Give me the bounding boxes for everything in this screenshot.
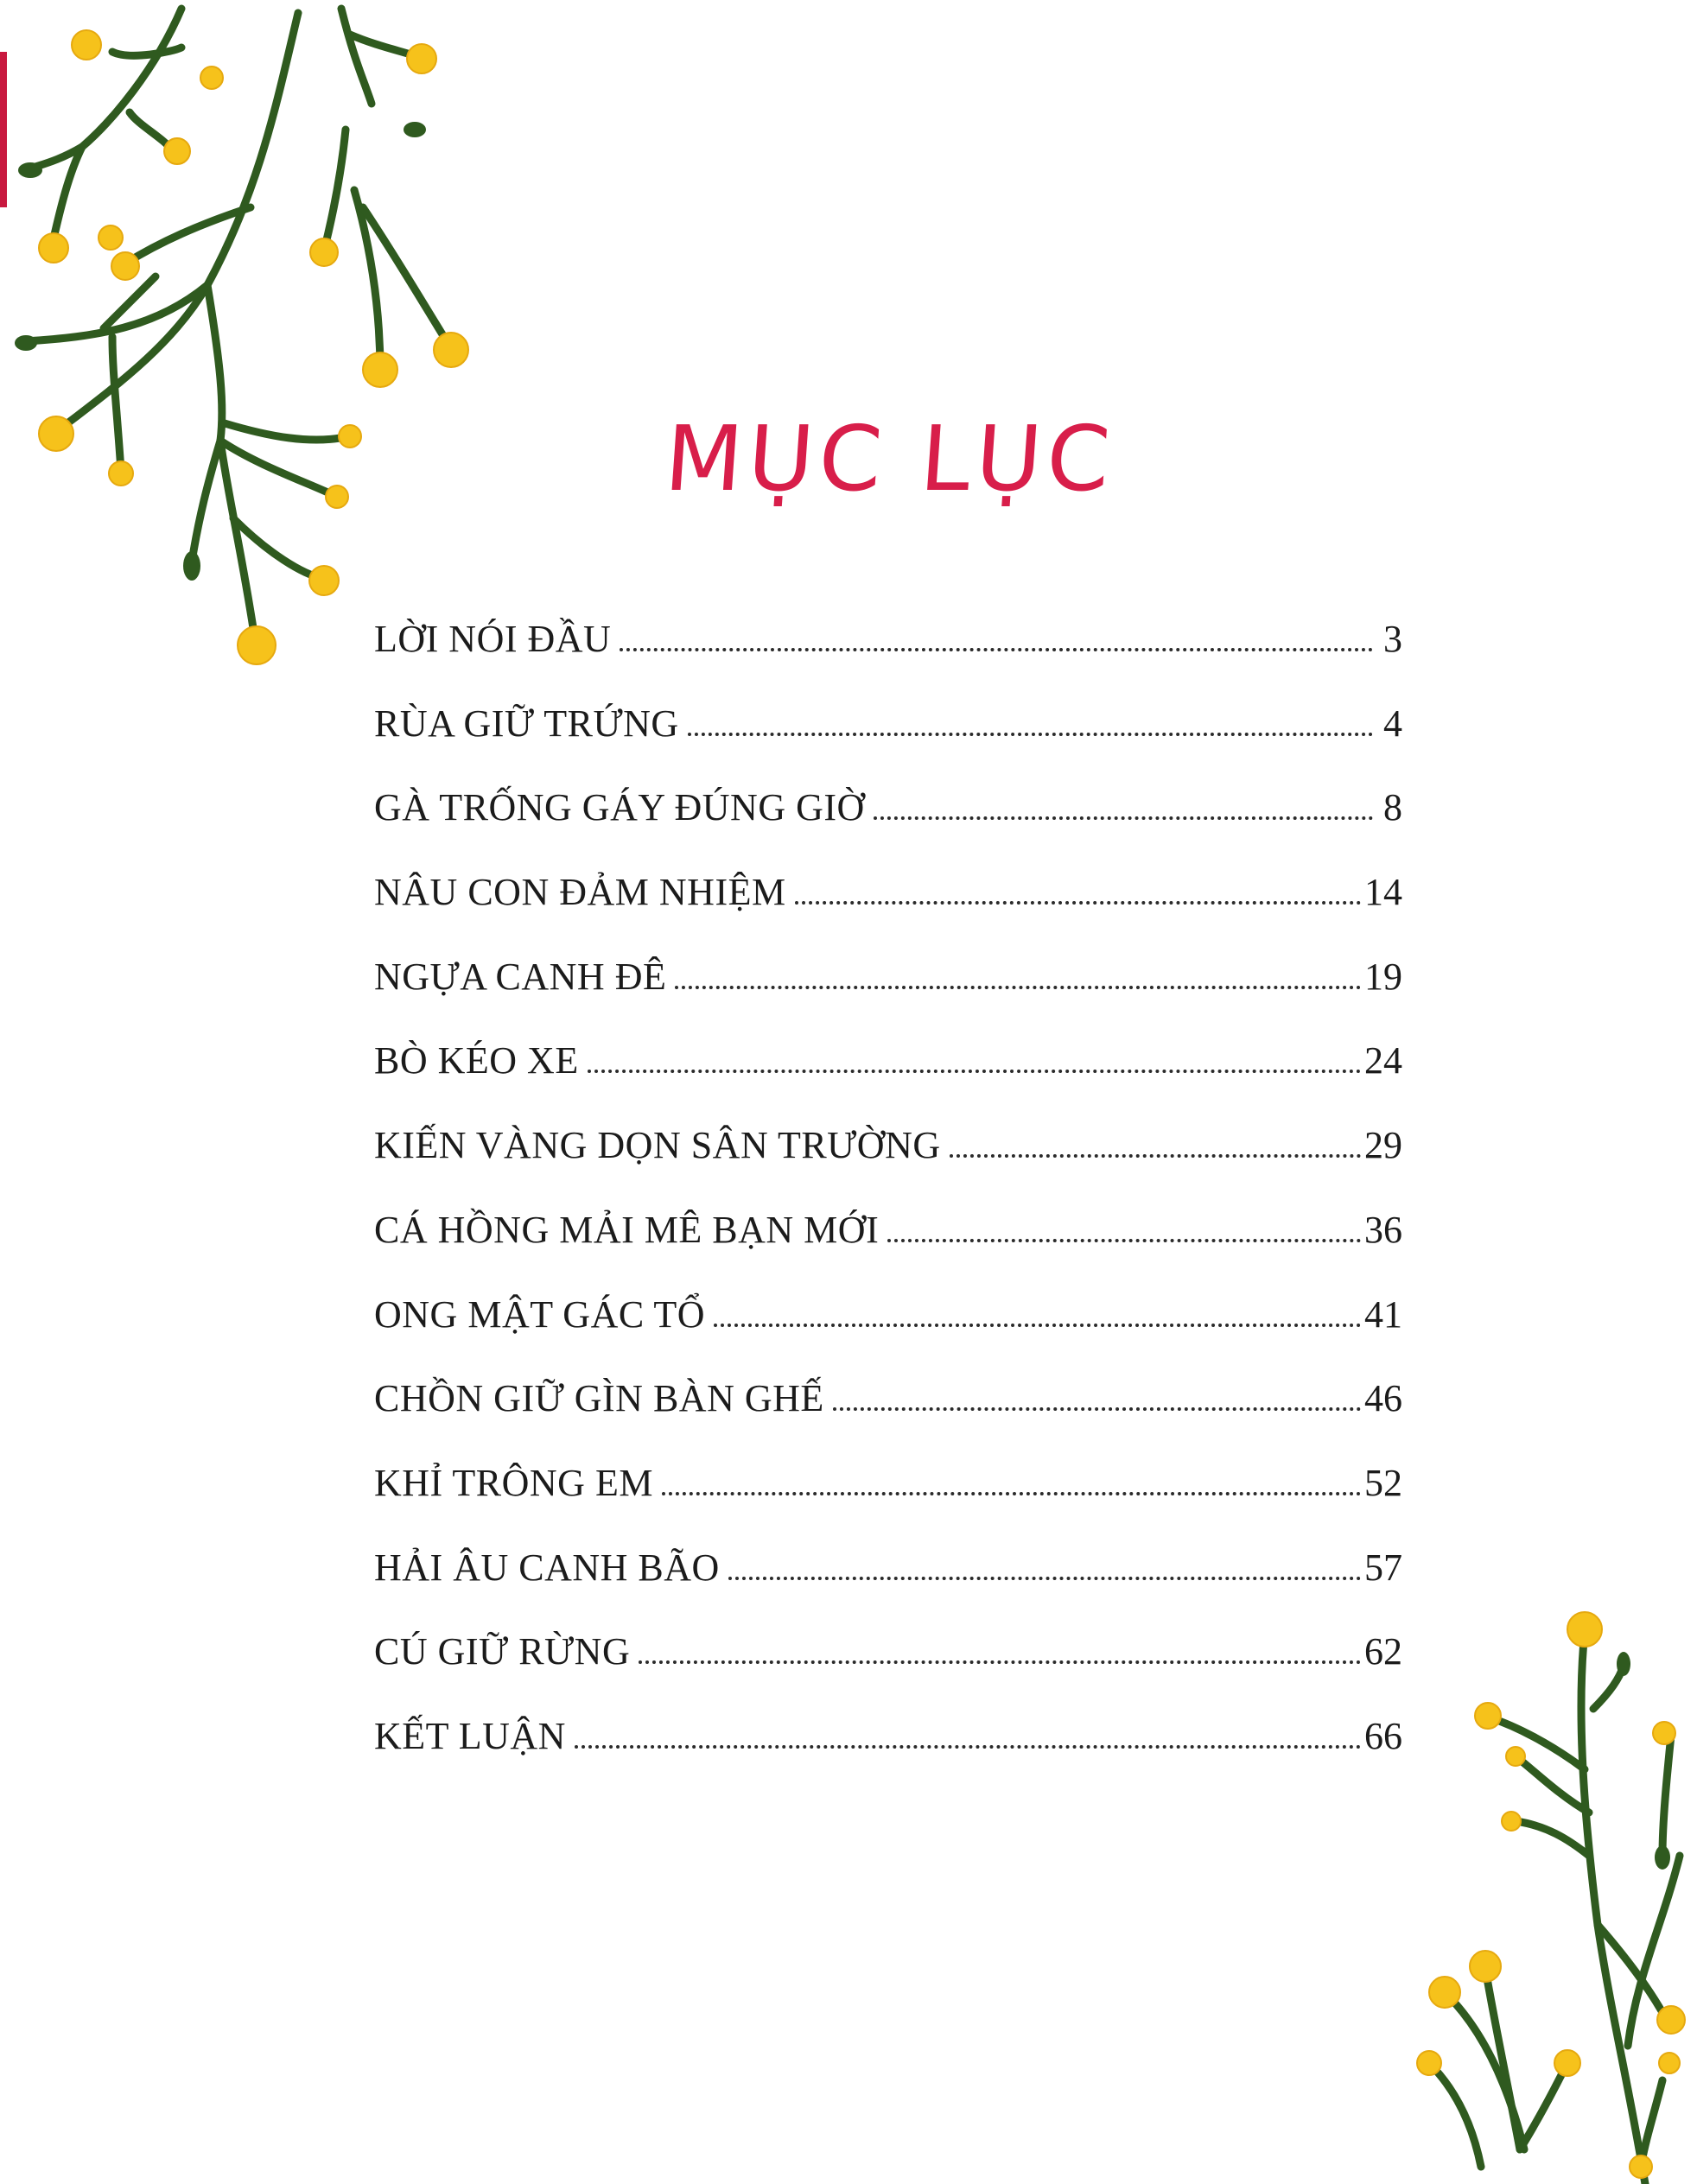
dot-leader (728, 1577, 1361, 1580)
toc-entry (374, 1292, 1402, 1381)
toc-entry-title: ONG MẬT GÁC TỔ (374, 1292, 706, 1336)
toc-entry-page-number: 24 (1364, 1039, 1402, 1082)
toc-entry (374, 786, 1402, 873)
toc-entry-title: NÂU CON ĐẢM NHIỆM (374, 871, 786, 914)
toc-entry-title: KIẾN VÀNG DỌN SÂN TRƯỜNG (374, 1124, 941, 1167)
toc-entry (374, 620, 1402, 705)
toc-entry-title: KẾT LUẬN (374, 1714, 566, 1757)
toc-entry (374, 1461, 1402, 1549)
dot-leader (688, 733, 1373, 736)
toc-entry (374, 1377, 1402, 1464)
toc-entry (374, 1208, 1402, 1296)
dot-leader (575, 1745, 1361, 1749)
table-of-contents (374, 620, 1402, 1802)
toc-entry-page-number: 62 (1364, 1630, 1402, 1673)
dot-leader (950, 1154, 1361, 1158)
toc-entry-page-number: 36 (1364, 1208, 1402, 1251)
toc-entry (374, 702, 1402, 790)
toc-entry-page-number: 14 (1364, 871, 1402, 914)
dot-leader (662, 1492, 1361, 1495)
toc-entry-page-number: 57 (1364, 1546, 1402, 1589)
toc-entry-title: RÙA GIỮ TRỨNG (374, 702, 679, 745)
dot-leader (833, 1407, 1361, 1411)
toc-entry-page-number: 4 (1383, 702, 1402, 745)
toc-entry (374, 1714, 1402, 1802)
toc-entry-title: NGỰA CANH ĐÊ (374, 955, 667, 998)
toc-entry (374, 1630, 1402, 1717)
dot-leader (620, 648, 1373, 651)
toc-entry-title: BÒ KÉO XE (374, 1039, 579, 1082)
toc-entry (374, 873, 1402, 958)
toc-entry-title: LỜI NÓI ĐẦU (374, 618, 612, 660)
toc-entry-title: GÀ TRỐNG GÁY ĐÚNG GIỜ (374, 786, 865, 829)
toc-entry-page-number: 8 (1383, 786, 1402, 829)
toc-entry-title: HẢI ÂU CANH BÃO (374, 1546, 720, 1589)
toc-entry-page-number: 41 (1364, 1292, 1402, 1336)
toc-entry (374, 955, 1402, 1043)
flower-branch-top-icon (0, 0, 484, 691)
dot-leader (639, 1660, 1361, 1664)
dot-leader (874, 816, 1373, 820)
dot-leader (714, 1324, 1361, 1327)
page-title: MỤC LỤC (661, 406, 1119, 511)
toc-entry-page-number: 19 (1364, 955, 1402, 998)
dot-leader (675, 986, 1361, 989)
toc-entry (374, 1039, 1402, 1127)
toc-entry-page-number: 3 (1383, 618, 1402, 660)
toc-entry (374, 1546, 1402, 1634)
toc-entry-page-number: 29 (1364, 1124, 1402, 1167)
toc-entry-title: KHỈ TRÔNG EM (374, 1461, 653, 1504)
toc-entry-page-number: 46 (1364, 1377, 1402, 1420)
dot-leader (588, 1070, 1361, 1073)
toc-entry-page-number: 66 (1364, 1714, 1402, 1757)
toc-entry-page-number: 52 (1364, 1461, 1402, 1504)
toc-entry (374, 1124, 1402, 1211)
toc-entry-title: CHỒN GIỮ GÌN BÀN GHẾ (374, 1377, 824, 1420)
dot-leader (887, 1239, 1361, 1242)
dot-leader (795, 901, 1361, 905)
toc-entry-title: CÚ GIỮ RỪNG (374, 1630, 631, 1673)
toc-entry-title: CÁ HỒNG MẢI MÊ BẠN MỚI (374, 1208, 880, 1251)
